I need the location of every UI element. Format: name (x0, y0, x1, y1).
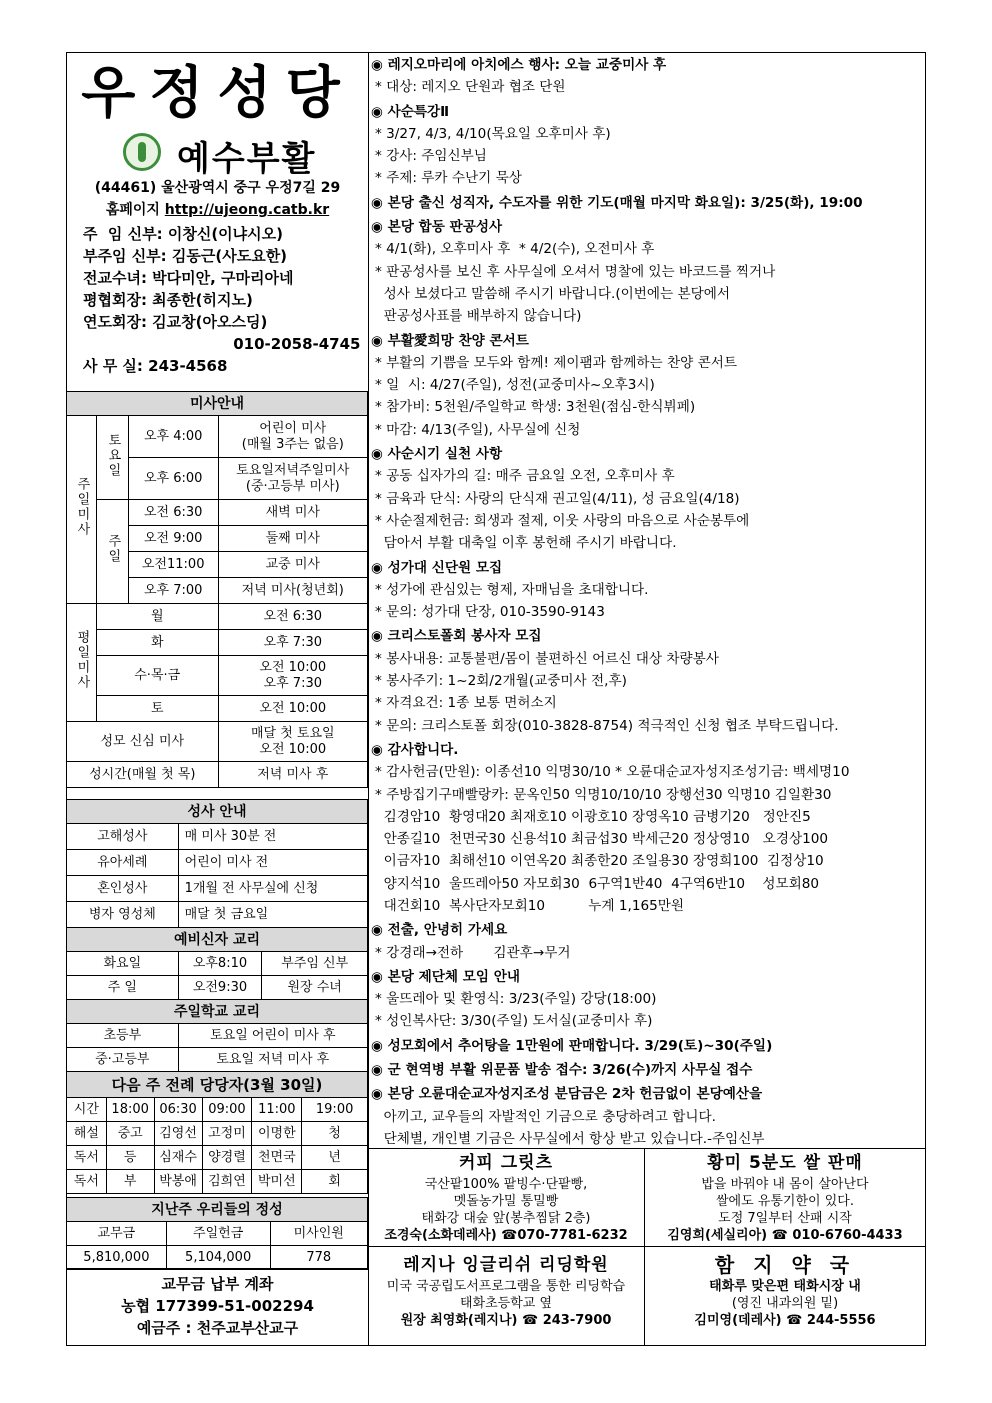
catechumen-table (66, 927, 368, 1000)
notice-line: * 판공성사를 보신 후 사무실에 오셔서 명찰에 있는 바코드를 찍거나 (375, 263, 776, 280)
church-address: (44461) 울산광역시 중구 우정7길 29 (94, 180, 341, 196)
ads-mid-line (368, 1246, 926, 1247)
sacrament-desc: 매 미사 30분 전 (178, 824, 367, 850)
notice-heading: ◉ 크리스토폴회 봉사자 모집 (371, 628, 542, 645)
notice-line: * 4/1(화), 오후미사 후 * 4/2(수), 오전미사 후 (375, 241, 655, 258)
mass-name: 둘째 미사 (218, 526, 367, 552)
mass-name: 교중 미사 (218, 552, 367, 578)
notice-line: 성사 보셨다고 말씀해 주시기 바랍니다.(이번에는 본당에서 (375, 285, 731, 302)
weekday-time: 오전 10:00 (218, 696, 367, 722)
duty-title: 다음 주 전례 당당자(3월 30일) (67, 1072, 368, 1098)
duty-cell: 회 (302, 1170, 368, 1194)
notice-heading: ◉ 부활愛희망 찬양 콘서트 (371, 332, 529, 349)
staff-line: 주 임 신부: 이창신(이냐시오) (83, 225, 283, 243)
duty-header: 시간 (67, 1098, 107, 1122)
notice-line: 양지석10 울뜨레아50 자모회30 6구역1반40 4구역6반10 성모회80 (375, 875, 820, 892)
ad-line: 국산팥100% 팥빙수·단팥빵, (424, 1177, 588, 1192)
notice-line: * 주방집기구매빨랑카: 문옥인50 익명10/10/10 장행선30 익명10 김일환30 (375, 786, 832, 803)
sacrament-desc: 1개월 전 사무실에 신청 (178, 876, 367, 902)
duty-header: 06:30 (154, 1098, 202, 1122)
ad-academy (370, 1252, 642, 1329)
notice-heading: ◉ 본당 합동 판공성사 (371, 219, 503, 236)
notice-line: * 울뜨레아 및 환영식: 3/23(주일) 강당(18:00) (375, 991, 657, 1008)
saturday-label: 토요일 (96, 416, 128, 500)
notice-column (371, 54, 923, 1152)
mass-table-title: 미사안내 (67, 392, 368, 416)
ad-line: 태화초등학교 옆 (459, 1296, 553, 1311)
ad-line: 밥을 바꿔야 내 몸이 살아난다 (701, 1177, 869, 1192)
catechumen-day: 화요일 (67, 952, 179, 976)
offering-header: 교무금 (67, 1222, 167, 1246)
notice-heading: ◉ 성가대 신단원 모집 (371, 559, 503, 576)
duty-cell: 고정미 (202, 1122, 252, 1146)
sacrament-desc: 어린이 미사 전 (178, 850, 367, 876)
ad-title: 레지나 잉글리쉬 리딩학원 (403, 1255, 609, 1275)
duty-cell: 천면국 (252, 1146, 302, 1170)
holy-hour-label: 성시간(매월 첫 목) (67, 762, 219, 788)
sacrament-desc: 매달 첫 금요일 (178, 902, 367, 928)
staff-line: 사 무 실: 243-4568 (83, 357, 228, 375)
duty-cell: 등 (106, 1146, 154, 1170)
school-desc: 토요일 저녁 미사 후 (178, 1048, 367, 1072)
ad-line: 도정 7일부터 산패 시작 (718, 1211, 852, 1226)
notice-heading: ◉ 본당 오륜대순교자성지조성 분담금은 2차 헌금없이 본당예산을 (371, 1086, 763, 1103)
staff-line: 010-2058-4745 (181, 335, 361, 353)
notice-line: 이금자10 최해선10 이연옥20 최종한20 조일용30 장영희100 김정상10 (375, 853, 824, 870)
mass-name: 토요일저녁주일미사 (중·고등부 미사) (218, 458, 367, 500)
duty-cell: 청 (302, 1122, 368, 1146)
notice-section (371, 1035, 923, 1059)
notice-line: 대건회10 복사단자모회10 누계 1,165만원 (375, 897, 685, 914)
mass-name: 저녁 미사(청년회) (218, 578, 367, 604)
notice-line: * 사순절제헌금: 희생과 절제, 이웃 사랑의 마음으로 사순봉투에 (375, 512, 750, 529)
notice-line: * 3/27, 4/3, 4/10(목요일 오후미사 후) (375, 125, 611, 142)
duty-cell: 독서 (67, 1146, 107, 1170)
sunday-mass-label: 주일미사 (67, 416, 97, 604)
ad-line: 쌀에도 유통기한이 있다. (716, 1194, 854, 1209)
sacrament-title: 성사 안내 (67, 800, 368, 824)
offering-value: 778 (270, 1246, 368, 1270)
notice-section (371, 101, 923, 192)
duty-cell: 심재수 (154, 1146, 202, 1170)
notice-line: * 봉사내용: 교통불편/몸이 불편하신 어르신 대상 차량봉사 (375, 650, 719, 667)
weekday-time: 오전 10:00 오후 7:30 (218, 656, 367, 696)
marian-mass-time: 매달 첫 토요일 오전 10:00 (218, 722, 367, 762)
ad-coffee (370, 1150, 642, 1244)
notice-section (371, 1083, 923, 1152)
ad-line: 미국 국공립도서프로그램을 통한 리딩학습 (386, 1279, 626, 1294)
bank-holder: 예금주 : 천주교부산교구 (136, 1319, 299, 1337)
school-desc: 토요일 어린이 미사 후 (178, 1024, 367, 1048)
catechumen-time: 오후8:10 (178, 952, 262, 976)
notice-heading: ◉ 레지오마리에 아치에스 행사: 오늘 교중미사 후 (371, 57, 667, 73)
staff-line: 평협회장: 최종한(히지노) (83, 291, 253, 309)
marian-mass-label: 성모 신심 미사 (67, 722, 219, 762)
church-name: 우정성당 (81, 60, 354, 126)
homepage-line (67, 199, 368, 219)
staff-line: 부주임 신부: 김동근(사도요한) (83, 247, 288, 265)
notice-section (371, 54, 923, 101)
offering-header: 주일헌금 (166, 1222, 270, 1246)
notice-heading: ◉ 본당 제단체 모임 안내 (371, 968, 520, 985)
notice-line: * 문의: 크리스토폴 회장(010-3828-8754) 적극적인 신청 협조 부탁드립니다. (375, 717, 839, 734)
catechumen-time: 오전9:30 (178, 976, 262, 1000)
catechumen-who: 부주임 신부 (262, 952, 368, 976)
duty-cell: 중고 (106, 1122, 154, 1146)
sacrament-name: 병자 영성체 (67, 902, 179, 928)
notice-line: * 일 시: 4/27(주일), 성전(교중미사~오후3시) (375, 377, 655, 394)
notice-line: 김경암10 황영대20 최재호10 이광호10 장영옥10 금병기20 정안진5 (375, 808, 811, 825)
duty-cell: 박미선 (252, 1170, 302, 1194)
weekday-mass-label: 평일미사 (67, 604, 97, 722)
sacrament-name: 유아세례 (67, 850, 179, 876)
notice-line: 담아서 부활 대축일 이후 봉헌해 주시기 바랍니다. (375, 535, 677, 552)
school-name: 중·고등부 (67, 1048, 179, 1072)
notice-line: * 봉사주기: 1~2회/2개월(교중미사 전,후) (375, 673, 627, 690)
homepage-label: 홈페이지 (105, 202, 160, 218)
notice-line: * 부활의 기쁨을 모두와 함께! 제이팸과 함께하는 찬양 콘서트 (375, 354, 737, 371)
ad-rice (646, 1150, 924, 1244)
offering-table (66, 1197, 368, 1270)
duty-cell: 박봉애 (154, 1170, 202, 1194)
mass-time: 오전 9:00 (128, 526, 218, 552)
notice-section (371, 192, 923, 216)
weekday-day: 화 (96, 630, 218, 656)
mass-time: 오후 6:00 (128, 458, 218, 500)
notice-line: 단체별, 개인별 기금은 사무실에서 항상 받고 있습니다.-주임신부 (375, 1130, 765, 1147)
offering-header: 미사인원 (270, 1222, 368, 1246)
mass-time: 오후 7:00 (128, 578, 218, 604)
offering-title: 지난주 우리들의 정성 (67, 1198, 368, 1222)
offering-value: 5,104,000 (166, 1246, 270, 1270)
bank-info (67, 1273, 368, 1339)
notice-line: * 대상: 레지오 단원과 협조 단원 (375, 79, 566, 96)
homepage-link[interactable]: http://ujeong.catb.kr (164, 202, 330, 218)
duty-cell: 년 (302, 1146, 368, 1170)
notice-heading: ◉ 성모회에서 추어탕을 1만원에 판매합니다. 3/29(토)~30(주일) (371, 1037, 773, 1054)
notice-line: * 강사: 주임신부님 (375, 148, 487, 165)
sunday-school-title: 주일학교 교리 (67, 1000, 368, 1024)
notice-heading: ◉ 사순시기 실천 사항 (371, 446, 503, 463)
notice-line: * 성가에 관심있는 형제, 자매님을 초대합니다. (375, 581, 649, 598)
notice-section (371, 443, 923, 556)
mass-time: 오전 6:30 (128, 500, 218, 526)
notice-line: * 문의: 성가대 단장, 010-3590-9143 (375, 604, 605, 621)
bank-account: 농협 177399-51-002294 (121, 1297, 314, 1315)
duty-cell: 김희연 (202, 1170, 252, 1194)
duty-table (66, 1071, 368, 1194)
notice-line: 아끼고, 교우들의 자발적인 기금으로 충당하려고 합니다. (375, 1108, 716, 1125)
notice-line: * 주제: 루카 수난기 묵상 (375, 170, 522, 187)
mass-time: 오전11:00 (128, 552, 218, 578)
mass-time: 오후 4:00 (128, 416, 218, 458)
duty-cell: 양경렬 (202, 1146, 252, 1170)
sunday-school-table (66, 999, 368, 1072)
notice-line: * 감사헌금(만원): 이종선10 익명30/10 * 오륜대순교자성지조성기금: 백세명10 (375, 764, 850, 781)
duty-header: 18:00 (106, 1098, 154, 1122)
ad-title: 커피 그릿츠 (458, 1153, 554, 1173)
sunday-label: 주일 (96, 500, 128, 604)
weekday-time: 오전 6:30 (218, 604, 367, 630)
notice-line: * 공동 십자가의 길: 매주 금요일 오전, 오후미사 후 (375, 468, 675, 485)
church-subtitle: 예수부활 (177, 139, 317, 179)
ad-line: 멧돌농가밀 통밀빵 (453, 1194, 559, 1209)
ad-line: (영진 내과의원 밑) (731, 1296, 839, 1311)
notice-section (371, 330, 923, 443)
ad-line: 태화루 맞은편 태화시장 내 (709, 1279, 861, 1294)
weekday-day: 월 (96, 604, 218, 630)
notice-section (371, 739, 923, 919)
duty-cell: 이명한 (252, 1122, 302, 1146)
ad-contact: 조경숙(소화데레사) ☎070-7781-6232 (384, 1228, 628, 1243)
notice-section (371, 966, 923, 1035)
staff-line: 전교수녀: 박다미안, 구마리아네 (83, 269, 294, 287)
duty-header: 11:00 (252, 1098, 302, 1122)
notice-section (371, 557, 923, 626)
notice-section (371, 919, 923, 966)
weekday-day: 토 (96, 696, 218, 722)
mass-name: 새벽 미사 (218, 500, 367, 526)
notice-line: * 금육과 단식: 사랑의 단식재 권고일(4/11), 성 금요일(4/18) (375, 490, 740, 507)
duty-cell: 부 (106, 1170, 154, 1194)
notice-line: * 참가비: 5천원/주일학교 학생: 3천원(점심-한식뷔페) (375, 399, 696, 416)
mass-table (66, 391, 368, 788)
sacrament-table (66, 799, 368, 928)
bank-top-line (66, 1268, 369, 1269)
weekday-day: 수·목·금 (96, 656, 218, 696)
duty-header: 09:00 (202, 1098, 252, 1122)
bank-title: 교무금 납부 계좌 (161, 1275, 274, 1293)
notice-section (371, 216, 923, 329)
offering-value: 5,810,000 (67, 1246, 167, 1270)
notice-line: * 강경래→전하 김관후→무거 (375, 944, 571, 961)
notice-heading: ◉ 사순특강Ⅱ (371, 103, 450, 120)
notice-line: * 자격요건: 1종 보통 면허소지 (375, 695, 557, 712)
notice-line: 안종길10 천면국30 신용석10 최금섭30 박세근20 정상영10 오경상100 (375, 831, 829, 848)
church-logo-icon (123, 133, 161, 171)
notice-line: 판공성사표를 배부하지 않습니다) (375, 308, 582, 325)
staff-list (83, 223, 360, 377)
staff-line: 연도회장: 김교창(아오스딩) (83, 313, 268, 331)
weekday-time: 오후 7:30 (218, 630, 367, 656)
duty-header: 19:00 (302, 1098, 368, 1122)
duty-cell: 김영선 (154, 1122, 202, 1146)
ads-top-line (368, 1148, 926, 1149)
ad-pharmacy (646, 1252, 924, 1329)
notice-heading: ◉ 본당 출신 성직자, 수도자를 위한 기도(매월 마지막 화요일): 3/25(화), 19:00 (371, 194, 863, 211)
ad-contact: 김미영(데레사) ☎ 244-5556 (694, 1313, 876, 1328)
ad-line: 태화강 대숲 앞(봉추찜닭 2층) (421, 1211, 591, 1226)
ad-title: 황미 5분도 쌀 판매 (707, 1153, 863, 1173)
ad-contact: 원장 최영화(레지나) ☎ 243-7900 (400, 1313, 612, 1328)
ad-contact: 김영희(세실리아) ☎ 010-6760-4433 (667, 1228, 903, 1243)
notice-section (371, 1059, 923, 1083)
catechumen-day: 주 일 (67, 976, 179, 1000)
duty-cell: 해설 (67, 1122, 107, 1146)
column-divider (368, 52, 369, 1148)
notice-heading: ◉ 군 현역병 부활 위문품 발송 접수: 3/26(수)까지 사무실 접수 (371, 1062, 753, 1079)
sacrament-name: 고해성사 (67, 824, 179, 850)
notice-heading: ◉ 전출, 안녕히 가세요 (371, 922, 508, 939)
ads-left-line (368, 1148, 369, 1346)
catechumen-title: 예비신자 교리 (67, 928, 368, 952)
ad-title: 함 지 약 국 (714, 1253, 856, 1277)
school-name: 초등부 (67, 1024, 179, 1048)
notice-heading: ◉ 감사합니다. (371, 741, 459, 758)
mass-name: 어린이 미사 (매월 3주는 없음) (218, 416, 367, 458)
sacrament-name: 혼인성사 (67, 876, 179, 902)
notice-line: * 마감: 4/13(주일), 사무실에 신청 (375, 421, 581, 438)
catechumen-who: 원장 수녀 (262, 976, 368, 1000)
ads-divider (644, 1148, 645, 1346)
duty-cell: 독서 (67, 1170, 107, 1194)
holy-hour-time: 저녁 미사 후 (218, 762, 367, 788)
notice-line: * 성인복사단: 3/30(주일) 도서실(교중미사 후) (375, 1013, 653, 1030)
notice-section (371, 625, 923, 738)
